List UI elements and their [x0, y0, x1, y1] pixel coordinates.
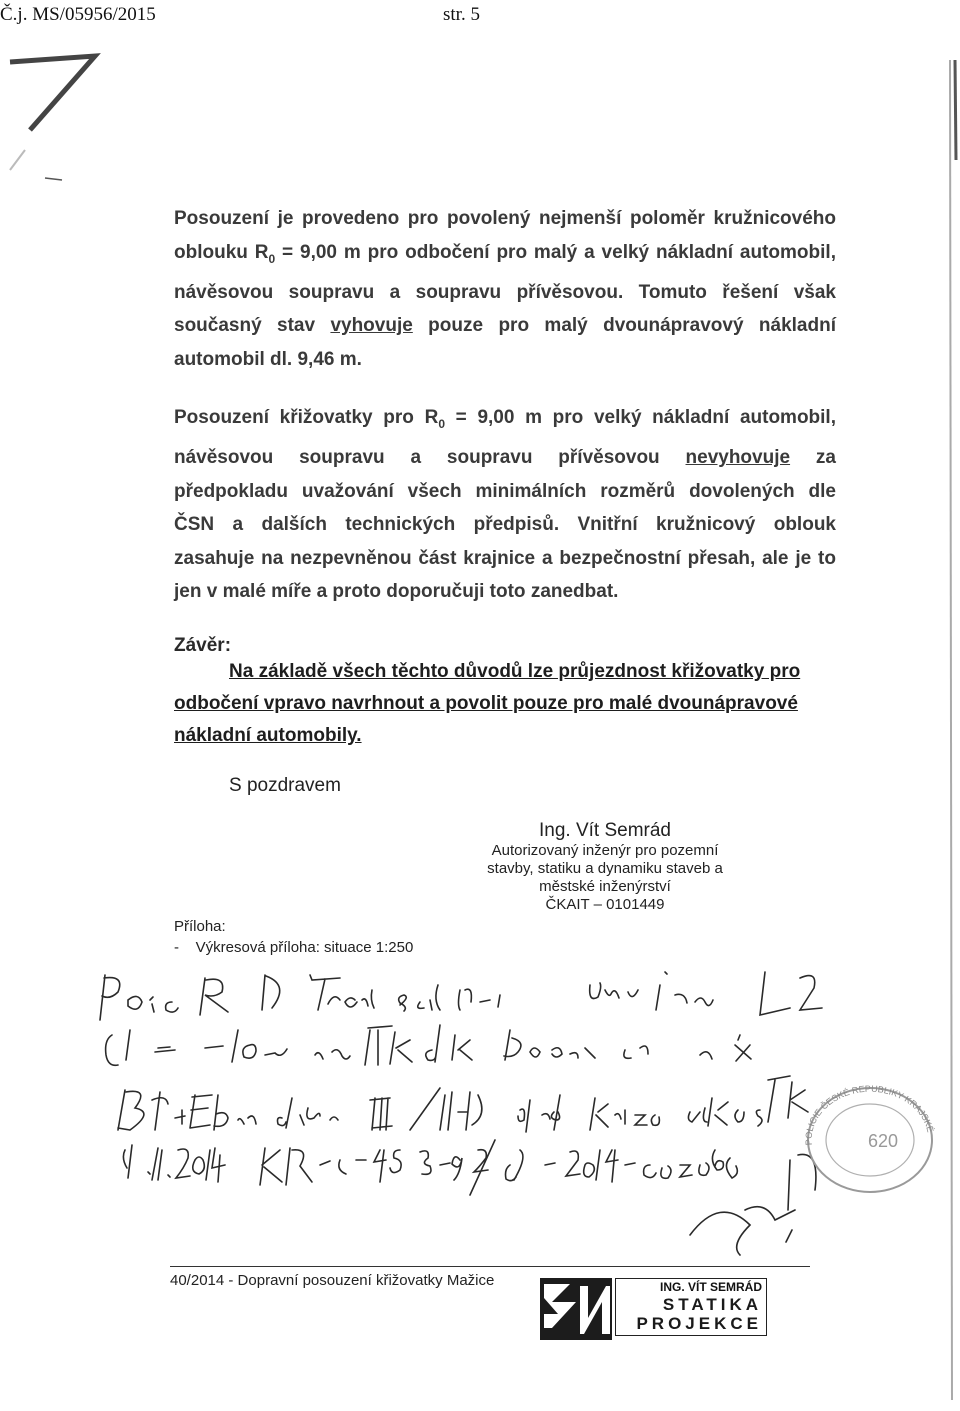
p1-line-1: Posouzení je provedeno pro povolený nejmenší poloměr kružnicového: [174, 208, 836, 229]
police-stamp: [790, 1075, 940, 1205]
signatory-title-3: městské inženýrství: [539, 878, 671, 895]
footer-project-title: 40/2014 - Dopravní posouzení křižovatky Mažice: [170, 1272, 495, 1289]
signatory-title-2: stavby, statiku a dynamiku staveb a: [487, 860, 723, 877]
p2-line-2: návěsovou soupravu a soupravu přívěsovou nevyhovuje za: [174, 447, 836, 469]
logo-company-name: ING. VÍT SEMRÁD: [615, 1278, 767, 1295]
p2-line-5: zasahuje na nezpevněnou část krajnice a bezpečnostní přesah, ale je to: [174, 547, 836, 569]
svg-text:620: 620: [868, 1131, 899, 1151]
p2-line-6: jen v malé míře a proto doporučuji toto zanedbat.: [174, 581, 619, 603]
conclusion-text: Na základě všech těchto důvodů lze průjezdnost křižovatky pro odbočení vpravo navrhnout a povolit pouze pro malé dvounápravové nákladní automobily.: [174, 661, 801, 746]
p1-line-5: automobil dl. 9,46 m.: [174, 348, 362, 370]
p1-line-4: současný stav vyhovuje pouze pro malý dvounápravový nákladní: [174, 315, 836, 337]
logo-word-statika: STATIKA: [615, 1295, 767, 1314]
signatory-name: Ing. Vít Semrád: [538, 820, 671, 841]
p2-line-3: předpokladu uvažování všech minimálních rozměrů dovolených dle: [174, 480, 836, 502]
page-number: str. 5: [443, 4, 480, 25]
company-logo-icon: [540, 1278, 612, 1340]
conclusion-label: Závěr:: [174, 635, 232, 656]
p1-line-2: oblouku $R_0 = 9,00$ m pro odbočení pro malý a velký nákladní automobil,: [174, 241, 836, 266]
svg-text:POLICIE ČESKÉ REPUBLIKY KRAJSK: POLICIE ČESKÉ REPUBLIKY KRAJSKÉ: [803, 1083, 936, 1146]
footer-divider: [170, 1266, 810, 1267]
attachment-item: - Výkresová příloha: situace 1:250: [174, 939, 414, 956]
company-logo-text: [615, 1278, 767, 1336]
logo-word-projekce: PROJEKCE: [615, 1314, 767, 1336]
signatory-title-1: Autorizovaný inženýr pro pozemní: [491, 842, 719, 859]
document-reference: Č.j. MS/05956/2015: [0, 4, 156, 25]
attachment-label: Příloha:: [174, 918, 226, 935]
p2-line-1: Posouzení křižovatky pro $R_0 = 9,00$ m pro velký nákladní automobil,: [174, 407, 836, 431]
greeting: S pozdravem: [229, 775, 341, 796]
ckait-number: ČKAIT – 0101449: [545, 896, 665, 913]
p2-line-4: ČSN a dalších technických předpisů. Vnitřní kružnicový oblouk: [174, 514, 836, 536]
p1-line-3: návěsovou soupravu a soupravu přívěsovou. Tomuto řešení však: [174, 281, 836, 303]
